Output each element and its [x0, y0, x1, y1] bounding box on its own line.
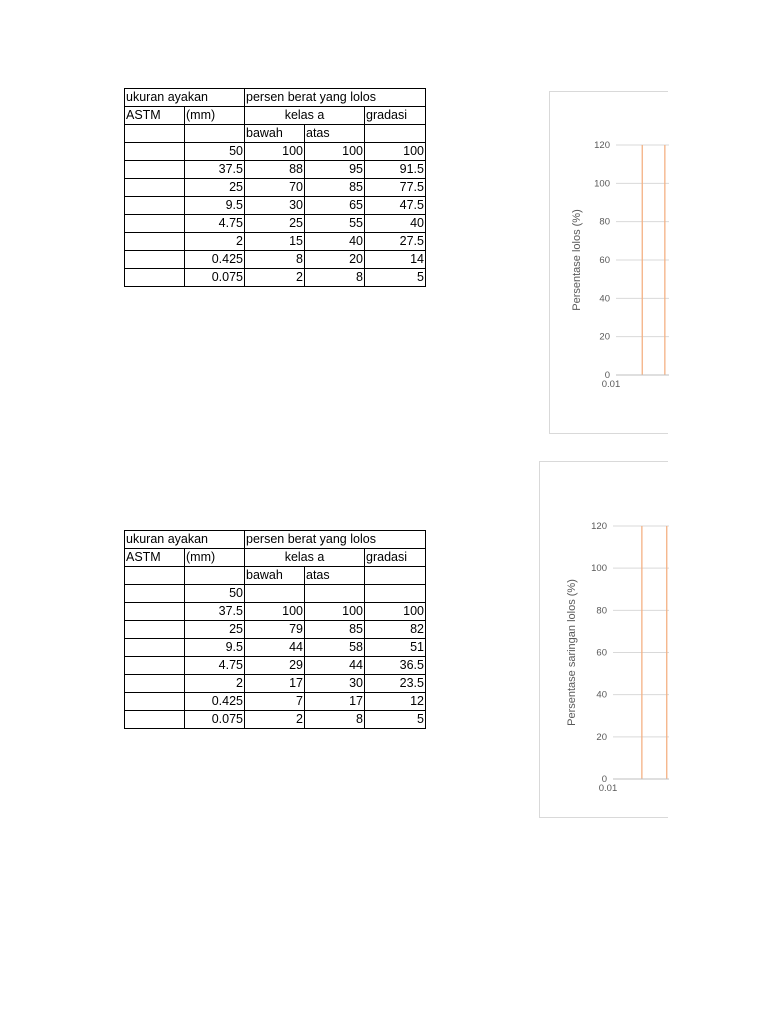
table-header-row: [125, 549, 426, 567]
header-percent-passing: persen berat yang lolos: [246, 90, 376, 104]
y-tick-label: 0: [601, 774, 607, 785]
table-cell[interactable]: 100: [245, 143, 305, 161]
table-cell[interactable]: 100: [245, 603, 305, 621]
table-cell[interactable]: 100: [365, 603, 426, 621]
table-cell[interactable]: 14: [365, 251, 426, 269]
header-cell[interactable]: [245, 531, 426, 549]
table-cell[interactable]: [185, 567, 245, 585]
table-cell[interactable]: 9.5: [185, 639, 245, 657]
header-lower[interactable]: bawah: [245, 567, 305, 585]
table-cell[interactable]: [365, 585, 426, 603]
header-mm[interactable]: (mm): [185, 549, 245, 567]
table-cell[interactable]: 100: [305, 143, 365, 161]
table-header-row: [125, 567, 426, 585]
header-astm[interactable]: ASTM: [125, 549, 185, 567]
table-cell[interactable]: 12: [365, 693, 426, 711]
table-row: [125, 269, 426, 287]
y-tick-label: 120: [591, 521, 607, 532]
table-cell[interactable]: 65: [305, 197, 365, 215]
header-astm[interactable]: ASTM: [125, 107, 185, 125]
table-cell[interactable]: 9.5: [185, 197, 245, 215]
table-cell[interactable]: 88: [245, 161, 305, 179]
table-cell[interactable]: 40: [365, 215, 426, 233]
table-cell[interactable]: [125, 233, 185, 251]
x-tick-label: 0.01: [601, 379, 621, 390]
header-lower[interactable]: bawah: [245, 125, 305, 143]
header-gradation[interactable]: gradasi: [365, 549, 426, 567]
table-cell[interactable]: [125, 675, 185, 693]
table-header-row: [125, 125, 426, 143]
table-cell[interactable]: 100: [305, 603, 365, 621]
table-row: [125, 603, 426, 621]
table-cell[interactable]: [125, 161, 185, 179]
table-row: [125, 233, 426, 251]
table-cell[interactable]: 4.75: [185, 657, 245, 675]
table-cell[interactable]: [125, 125, 185, 143]
table-cell[interactable]: 20: [305, 251, 365, 269]
x-tick-label: 0.01: [598, 783, 618, 794]
table-cell[interactable]: 91.5: [365, 161, 426, 179]
table-cell[interactable]: [365, 567, 426, 585]
table-cell[interactable]: 17: [305, 693, 365, 711]
table-cell[interactable]: 25: [185, 621, 245, 639]
table-cell[interactable]: 85: [305, 621, 365, 639]
header-cell[interactable]: [125, 531, 245, 549]
y-tick-label: 20: [599, 331, 610, 343]
table-row: [125, 161, 426, 179]
table-cell[interactable]: 77.5: [365, 179, 426, 197]
table-cell[interactable]: [305, 585, 365, 603]
table-cell[interactable]: [365, 125, 426, 143]
y-tick-label: 40: [599, 293, 610, 305]
table-cell[interactable]: 51: [365, 639, 426, 657]
table-cell[interactable]: 23.5: [365, 675, 426, 693]
y-tick-label: 80: [599, 216, 610, 228]
table-cell[interactable]: 79: [245, 621, 305, 639]
table-cell[interactable]: 8: [305, 269, 365, 287]
table-cell[interactable]: 55: [305, 215, 365, 233]
header-cell[interactable]: [125, 89, 245, 107]
table-cell[interactable]: 0.075: [185, 711, 245, 729]
table-cell[interactable]: 29: [245, 657, 305, 675]
header-upper[interactable]: atas: [305, 567, 365, 585]
header-class-a[interactable]: kelas a: [245, 549, 365, 567]
table-cell[interactable]: 2: [185, 675, 245, 693]
table-cell[interactable]: 95: [305, 161, 365, 179]
table-cell[interactable]: [125, 639, 185, 657]
table-cell[interactable]: 0.075: [185, 269, 245, 287]
table-cell[interactable]: [125, 567, 185, 585]
table-cell[interactable]: [125, 693, 185, 711]
table-cell[interactable]: 50: [185, 143, 245, 161]
table-cell[interactable]: 37.5: [185, 161, 245, 179]
table-cell[interactable]: 5: [365, 711, 426, 729]
header-upper[interactable]: atas: [305, 125, 365, 143]
table-row: [125, 639, 426, 657]
table-cell[interactable]: [125, 179, 185, 197]
table-cell[interactable]: 47.5: [365, 197, 426, 215]
table-cell[interactable]: [125, 251, 185, 269]
table-cell[interactable]: 0.425: [185, 251, 245, 269]
table-cell[interactable]: [125, 215, 185, 233]
table-cell[interactable]: 25: [185, 179, 245, 197]
header-sieve-size: ukuran ayakan: [126, 532, 209, 546]
table-cell[interactable]: [125, 657, 185, 675]
table-cell[interactable]: [125, 585, 185, 603]
table-row: [125, 711, 426, 729]
table-row: [125, 143, 426, 161]
table-cell[interactable]: 5: [365, 269, 426, 287]
y-tick-label: 40: [596, 689, 607, 701]
table-cell[interactable]: [125, 621, 185, 639]
y-axis-label: Persentase lolos (%): [571, 209, 583, 311]
table-row: [125, 179, 426, 197]
table-cell[interactable]: [125, 143, 185, 161]
table-row: [125, 693, 426, 711]
table-cell[interactable]: 0.425: [185, 693, 245, 711]
y-tick-label: 80: [596, 605, 607, 617]
table-cell[interactable]: 15: [245, 233, 305, 251]
table-cell[interactable]: 4.75: [185, 215, 245, 233]
table-row: [125, 197, 426, 215]
y-tick-label: 20: [596, 731, 607, 743]
header-cell[interactable]: [245, 89, 426, 107]
table-cell[interactable]: 8: [305, 711, 365, 729]
table-cell[interactable]: 30: [245, 197, 305, 215]
table-row: [125, 251, 426, 269]
table-cell[interactable]: 2: [245, 711, 305, 729]
table-cell[interactable]: [125, 197, 185, 215]
table-cell[interactable]: 58: [305, 639, 365, 657]
table-cell[interactable]: 37.5: [185, 603, 245, 621]
header-sieve-size: ukuran ayakan: [126, 90, 209, 104]
y-tick-label: 100: [591, 563, 607, 575]
header-percent-passing: persen berat yang lolos: [246, 532, 376, 546]
y-tick-label: 60: [599, 255, 610, 266]
table-cell[interactable]: 7: [245, 693, 305, 711]
table-cell[interactable]: 2: [185, 233, 245, 251]
table-header-row: [125, 89, 426, 107]
table-cell[interactable]: 100: [365, 143, 426, 161]
table-cell[interactable]: 36.5: [365, 657, 426, 675]
table-row: [125, 675, 426, 693]
table-row: [125, 621, 426, 639]
y-tick-label: 120: [594, 140, 610, 151]
grading-chart-2[interactable]: [539, 461, 668, 818]
table-header-row: [125, 531, 426, 549]
chart-svg: [540, 462, 669, 819]
table-cell[interactable]: [125, 269, 185, 287]
table-header-row: [125, 107, 426, 125]
table-cell[interactable]: 82: [365, 621, 426, 639]
table-cell[interactable]: [185, 125, 245, 143]
y-tick-label: 60: [596, 647, 607, 659]
table-cell[interactable]: 44: [305, 657, 365, 675]
grading-chart-1[interactable]: [549, 91, 668, 434]
table-cell[interactable]: 70: [245, 179, 305, 197]
y-axis-label: Persentase saringan lolos (%): [566, 579, 578, 726]
chart-svg: [550, 92, 669, 435]
table-cell[interactable]: 30: [305, 675, 365, 693]
table-cell[interactable]: 17: [245, 675, 305, 693]
header-mm[interactable]: (mm): [185, 107, 245, 125]
header-gradation[interactable]: gradasi: [365, 107, 426, 125]
table-row: [125, 215, 426, 233]
table-cell[interactable]: 44: [245, 639, 305, 657]
header-class-a[interactable]: kelas a: [245, 107, 365, 125]
table-row: [125, 657, 426, 675]
y-tick-label: 0: [604, 370, 610, 381]
table-cell[interactable]: [125, 711, 185, 729]
table-cell[interactable]: [125, 603, 185, 621]
table-cell[interactable]: 40: [305, 233, 365, 251]
y-tick-label: 100: [594, 178, 610, 190]
sieve-table-2: [124, 530, 426, 729]
table-cell[interactable]: 2: [245, 269, 305, 287]
table-cell[interactable]: 25: [245, 215, 305, 233]
table-row: [125, 585, 426, 603]
sieve-table-1: [124, 88, 426, 287]
table-cell[interactable]: 8: [245, 251, 305, 269]
table-cell[interactable]: 50: [185, 585, 245, 603]
table-cell[interactable]: 27.5: [365, 233, 426, 251]
table-cell[interactable]: [245, 585, 305, 603]
table-cell[interactable]: 85: [305, 179, 365, 197]
